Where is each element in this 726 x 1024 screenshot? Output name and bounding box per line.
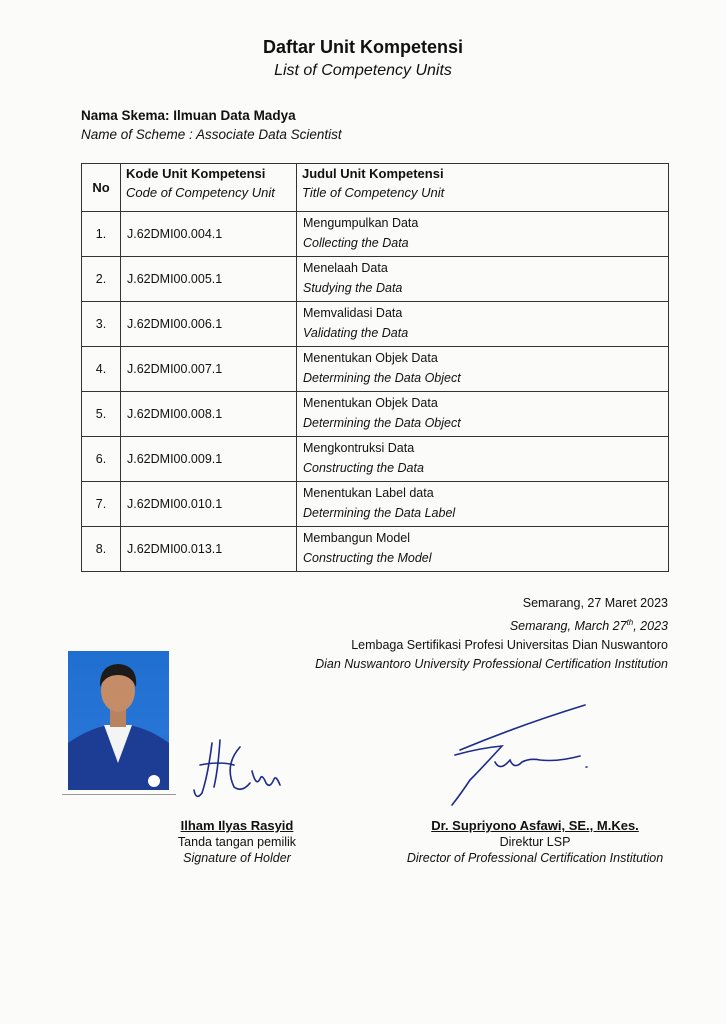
scheme-name-english: Name of Scheme : Associate Data Scientist	[81, 127, 342, 142]
row-code: J.62DMI00.010.1	[121, 482, 297, 527]
scheme-name: Nama Skema: Ilmuan Data Madya	[81, 108, 296, 123]
row-number: 5.	[82, 392, 121, 437]
document-subtitle: List of Competency Units	[274, 62, 452, 79]
row-title	[297, 302, 669, 347]
row-title	[297, 212, 669, 257]
header-code-label-english: Code of Competency Unit	[126, 185, 275, 200]
table-row	[82, 257, 669, 302]
photo-divider	[62, 794, 176, 795]
table-row	[82, 392, 669, 437]
table-row	[82, 527, 669, 572]
table-row	[82, 302, 669, 347]
row-number: 4.	[82, 347, 121, 392]
institution-name-english: Dian Nuswantoro University Professional Certification Institution	[315, 657, 668, 672]
row-title	[297, 437, 669, 482]
header-no: No	[82, 164, 121, 212]
table-row	[82, 347, 669, 392]
director-name: Dr. Supriyono Asfawi, SE., M.Kes.	[431, 818, 639, 833]
row-title-id: Menentukan Objek Data	[303, 351, 438, 365]
row-title	[297, 392, 669, 437]
table-row	[82, 437, 669, 482]
holder-role: Tanda tangan pemilik	[177, 835, 297, 849]
director-signature-image	[440, 700, 600, 810]
holder-name: Ilham Ilyas Rasyid	[180, 818, 294, 833]
header-code-label: Kode Unit Kompetensi	[126, 166, 266, 181]
row-code: J.62DMI00.007.1	[121, 347, 297, 392]
row-code: J.62DMI00.013.1	[121, 527, 297, 572]
director-block	[402, 818, 668, 866]
row-number: 8.	[82, 527, 121, 572]
row-number: 1.	[82, 212, 121, 257]
holder-signature-image	[190, 735, 300, 805]
holder-role-english: Signature of Holder	[183, 851, 291, 865]
row-title	[297, 257, 669, 302]
row-title-en: Constructing the Model	[303, 551, 432, 565]
header-title	[297, 164, 669, 212]
row-title	[297, 347, 669, 392]
row-number: 2.	[82, 257, 121, 302]
issue-date-english: Semarang, March 27th, 2023	[509, 618, 668, 634]
competency-table	[81, 163, 669, 572]
row-title-id: Membangun Model	[303, 531, 411, 545]
row-title	[297, 482, 669, 527]
row-title-en: Validating the Data	[303, 326, 409, 340]
row-title	[297, 527, 669, 572]
row-code: J.62DMI00.009.1	[121, 437, 297, 482]
row-title-id: Mengkontruksi Data	[303, 441, 415, 455]
header-title-label-english: Title of Competency Unit	[302, 185, 445, 200]
row-number: 7.	[82, 482, 121, 527]
holder-block	[170, 818, 304, 866]
row-code: J.62DMI00.004.1	[121, 212, 297, 257]
row-title-en: Collecting the Data	[303, 236, 409, 250]
issue-date: Semarang, 27 Maret 2023	[522, 596, 668, 610]
row-number: 6.	[82, 437, 121, 482]
director-role-english: Director of Professional Certification Institution	[406, 851, 664, 865]
holder-portrait-image	[68, 651, 169, 790]
institution-name: Lembaga Sertifikasi Profesi Universitas Dian Nuswantoro	[351, 638, 668, 653]
row-title-en: Determining the Data Label	[303, 506, 456, 520]
row-code: J.62DMI00.008.1	[121, 392, 297, 437]
row-title-id: Menentukan Label data	[303, 486, 434, 500]
row-code: J.62DMI00.005.1	[121, 257, 297, 302]
header-title-label: Judul Unit Kompetensi	[302, 166, 444, 181]
table-row	[82, 212, 669, 257]
row-title-en: Determining the Data Object	[303, 371, 461, 385]
holder-photo	[68, 651, 169, 790]
row-title-id: Menelaah Data	[303, 261, 388, 275]
document-title: Daftar Unit Kompetensi	[262, 37, 464, 57]
row-code: J.62DMI00.006.1	[121, 302, 297, 347]
issue-block	[315, 594, 668, 674]
table-header-row	[82, 164, 669, 212]
row-number: 3.	[82, 302, 121, 347]
row-title-en: Studying the Data	[303, 281, 403, 295]
row-title-id: Mengumpulkan Data	[303, 216, 419, 230]
table-row	[82, 482, 669, 527]
director-role: Direktur LSP	[499, 835, 571, 849]
header-code	[121, 164, 297, 212]
row-title-id: Menentukan Objek Data	[303, 396, 438, 410]
row-title-en: Determining the Data Object	[303, 416, 461, 430]
row-title-en: Constructing the Data	[303, 461, 424, 475]
row-title-id: Memvalidasi Data	[303, 306, 403, 320]
